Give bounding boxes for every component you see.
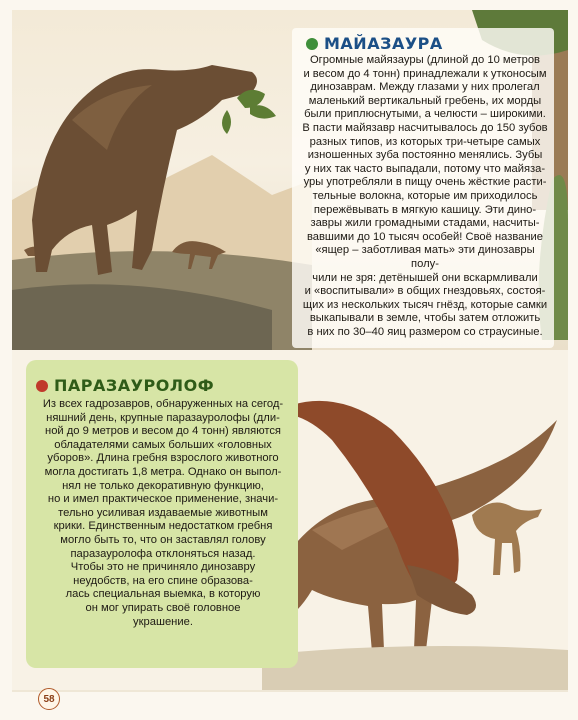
text-line: и весом до 4 тонн) принадлежали к утконосым (303, 67, 547, 80)
text-line: обладателями самых больших «головных (54, 438, 272, 451)
text-line: уры употребляли в пищу очень жёсткие расти- (303, 176, 547, 189)
text-line: В пасти майязавр насчитывалось до 150 зубов (302, 121, 548, 134)
text-line: уборов». Длина гребня взрослого животного (47, 452, 279, 465)
text-line: выкапывали в земле, чтобы затем отложить (309, 312, 541, 325)
text-line: у них так часто выпадали, потому что майяза- (304, 162, 546, 175)
text-line: но и имел практическое применение, значи- (47, 493, 279, 506)
text-line: изношенных зуба постоянно менялись. Зубы (307, 149, 543, 162)
maiasaura-heading (306, 34, 443, 53)
text-line: пережёвывать в мягкую кашицу. Эти дино- (313, 203, 537, 216)
text-line: щих из нескольких тысяч гнёзд, которые самки (302, 298, 548, 311)
page-number: 58 (38, 688, 60, 710)
parasaurolophus-title: ПАРАЗАУРОЛОФ (54, 376, 215, 395)
text-line: нял не только декоративную функцию, (62, 479, 264, 492)
text-line: чили не зря: детёнышей они вскармливали (312, 271, 538, 284)
maiasaura-title: МАЙАЗАУРА (324, 34, 443, 53)
parasaurolophus-heading (36, 376, 214, 395)
red-bullet-icon (36, 380, 48, 392)
text-line: Из всех гадрозавров, обнаруженных на сегод- (42, 398, 284, 410)
text-line: он мог упирать своё головное (85, 601, 241, 614)
text-line: ной до 9 метров и весом до 4 тонн) являются (45, 425, 281, 438)
green-bullet-icon (306, 38, 318, 50)
text-line: Чтобы это не причиняло динозавру (70, 561, 256, 574)
text-line: Огромные майязауры (длиной до 10 метров (309, 54, 540, 66)
text-line: тельно усиливая издаваемые животным (58, 506, 268, 519)
text-line: тельные волокна, которые им приходилось (312, 189, 538, 202)
text-line: украшение. (133, 615, 193, 628)
maiasaura-description (300, 54, 550, 339)
text-line: были приплюснутыми, а челюсти – широкими. (304, 108, 546, 121)
text-line: вавшими до 10 тысяч особей! Своё название (306, 230, 544, 243)
background-dinosaur (472, 503, 542, 576)
text-line: завры жили громадными стадами, насчиты- (310, 217, 540, 230)
page-footer-line (12, 690, 568, 692)
text-line: в них по 30–40 яиц размером со страусиные. (307, 325, 543, 338)
text-line: няшний день, крупные паразауролофы (дли- (46, 411, 280, 424)
text-line: «ящер – заботливая мать» эти динозавры полу- (315, 244, 535, 270)
text-line: могло быть то, что он заставлял голову (60, 533, 266, 546)
text-line: маленький вертикальный гребень, их морды (308, 94, 542, 107)
ground-shadow (262, 646, 568, 690)
text-line: паразауролофа отклоняться назад. (70, 547, 256, 560)
text-line: неудобств, на его спине образова- (73, 574, 253, 587)
text-line: лась специальная выемка, в которую (65, 588, 261, 601)
text-line: динозаврам. Между глазами у них пролегал (310, 81, 540, 94)
text-line: и «воспитывали» в общих гнездовьях, состоя- (304, 285, 546, 298)
text-line: крики. Единственным недостатком гребня (53, 520, 273, 533)
text-line: разных типов, из которых три-четыре самых (309, 135, 541, 148)
text-line: могла достигать 1,8 метра. Однако он выпол- (44, 465, 282, 478)
parasaurolophus-description (34, 398, 292, 629)
